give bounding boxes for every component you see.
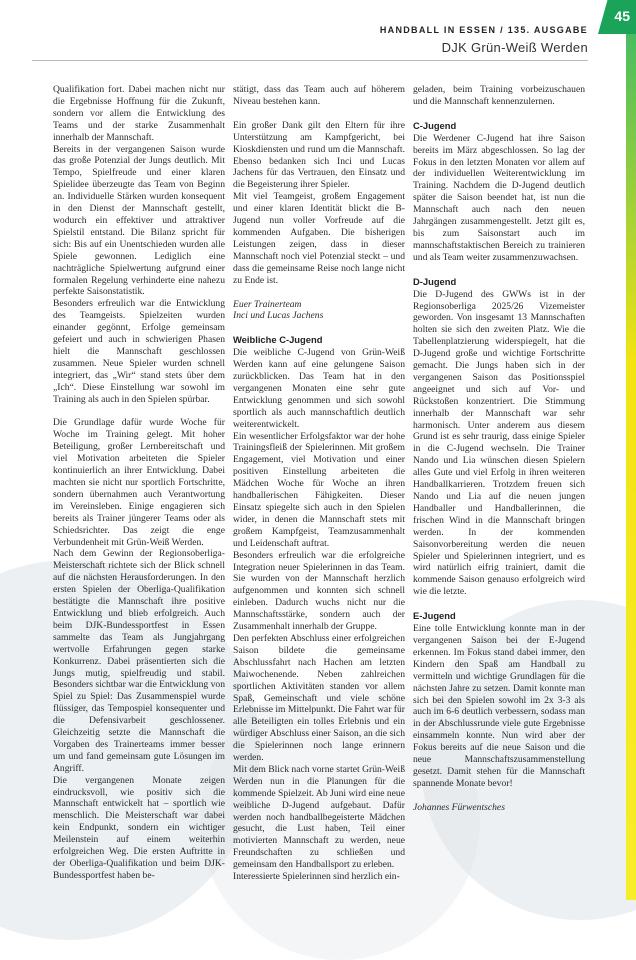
paragraph: Ein großer Dank gilt den Eltern für ihre Unterstützung am Kampfgericht, bei Kioskdiensten und rund um die Mannschaft. Ebenso bedanken sich Inci und Lucas Jachens für das Vertrauen, den Einsatz und die Begeisterung ihrer Spieler. [233, 119, 405, 191]
paragraph: stätigt, dass das Team auch auf höherem Niveau bestehen kann. [233, 84, 405, 107]
author-signature: Johannes Fürwentsches [413, 801, 505, 813]
signature-trainerteam: Euer Trainerteam [233, 298, 302, 310]
paragraph: Nach dem Gewinn der Regionsoberliga-Meisterschaft richtete sich der Blick schnell auf die nächsten Herausforderungen. In den ersten Spielen der Oberliga-Qualifikation bestätigte die Mannschaft ihre positive Entwicklung und blieb erfolgreich. Auch beim DJK-Bundessportfest in Essen sammelte das Team als Jungjahrgang wertvolle Erfahrungen gegen starke Konkurrenz. Dabei präsentierten sich die Jungs mutig, spielfreudig und stabil. Besonders sichtbar war die Entwicklung von Spiel zu Spiel: Das Zusammenspiel wurde flüssiger, das Tempospiel konsequenter und die Defensivarbeit geschlossener. Gleichzeitig setzte die Mannschaft die Vorgaben des Trainerteams immer besser um und fand gemeinsam gute Lösungen im Angriff. [53, 548, 225, 774]
header-rule [32, 60, 588, 61]
paragraph: Ein wesentlicher Erfolgsfaktor war der hohe Trainingsfleiß der Spielerinnen. Mit großem Engagement, viel Motivation und einer positiven Einstellung arbeiteten die Mädchen Woche für Woche an ihren handballerischen Fähigkeiten. Dieser Einsatz spiegelte sich auch in den Spielen wider, in denen die Mannschaft stets mit großem Kampfgeist, Teamzusammenhalt und Leidenschaft auftrat. [233, 430, 405, 549]
heading-weibliche-c-jugend: Weibliche C-Jugend [233, 334, 323, 346]
signature-names: Inci und Lucas Jachens [233, 310, 324, 322]
paragraph: Mit dem Blick nach vorne startet Grün-Weiß Werden nun in die Planungen für die kommende Spielzeit. Ab Juni wird eine neue weibliche D-Jugend aufgebaut. Dafür werden noch handballbegeisterte Mädchen gesucht, die Lust haben, Teil einer motivierten Mannschaft zu werden, neue Freundschaften zu schließen und gemeinsam den Handballsport zu erleben. [233, 763, 405, 871]
heading-c-jugend: C-Jugend [413, 119, 457, 131]
paragraph: Die D-Jugend des GWWs ist in der Regionsoberliga 2025/26 Vizemeister geworden. Von insgesamt 13 Mannschaften holten sie sich den zweiten Platz. Wie die Tabellenplatzierung widerspiegelt, hat die D-Jugend große und wichtige Fortschritte gemacht. Die Jungs haben sich in der vergangenen Saison das Positionsspiel angeeignet und sich auf Vor- und Rückstoßen konzentriert. Die Stimmung innerhalb der Mannschaft war sehr harmonisch. Unter anderem aus diesem Grund ist es sehr traurig, dass einige Spieler in die C-Jugend wechseln. Die Trainer Nando und Lia wünschen diesen Spielern alles Gute und viel Erfolg in ihren weiteren Handballkarrieren. Trotzdem freuen sich Nando und Lia auf die neuen jungen Handballer und Handballerinnen, die frischen Wind in die Mannschaft bringen werden. In der kommenden Saisonvorbereitung werden die neuen Spieler und Spielerinnen integriert, und es wird natürlich eifrig trainiert, damit die kommende Saison genauso erfolgreich wird wie die letzte. [413, 288, 585, 598]
paragraph: Besonders erfreulich war die erfolgreiche Integration neuer Spielerinnen in das Team. Sie wurden von der Mannschaft herzlich aufgenommen und konnten sich schnell einleben. Dadurch wuchs nicht nur die Mannschaftsstärke, sondern auch der Zusammenhalt innerhalb der Gruppe. [233, 549, 405, 633]
paragraph: Die weibliche C-Jugend von Grün-Weiß Werden kann auf eine gelungene Saison zurückblicken. Das Team hat in den vergangenen Monaten eine sehr gute Entwicklung genommen und sich sowohl sportlich als auch mannschaftlich deutlich weiterentwickelt. [233, 347, 405, 430]
paragraph: Besonders erfreulich war die Entwicklung des Teamgeists. Spielzeiten wurden einander gegönnt, Erfolge gemeinsam gefeiert und auch in schwierigen Phasen hielt die Mannschaft geschlossen zusammen. Neue Spieler wurden schnell integriert, das „Wir“ stand stets über dem „Ich“. Diese Einstellung war sowohl im Training als auch in den Spielen spürbar. [53, 298, 225, 405]
article-column-3 [413, 84, 585, 814]
heading-e-jugend: E-Jugend [413, 610, 456, 622]
page-number: 45 [614, 8, 630, 24]
paragraph: Qualifikation fort. Dabei machen nicht nur die Ergebnisse Hoffnung für die Zukunft, sondern vor allem die Entwicklung des Teams und der starke Zusammenhalt innerhalb der Mannschaft. [53, 84, 225, 143]
paragraph: Bereits in der vergangenen Saison wurde das große Potenzial der Jungs deutlich. Mit Tempo, Spielfreude und einer klaren Spielidee überzeugte das Team von Beginn an. Individuelle Stärken wurden konsequent in den Dienst der Mannschaft gestellt, wodurch ein effektiver und attraktiver Spielstil entstand. Die Bilanz spricht für sich: Bis auf ein Unentschieden wurden alle Spiele gewonnen. Lediglich eine nachträgliche Spielwertung aufgrund einer formalen Regelung verhinderte eine nahezu perfekte Saisonstatistik. [53, 143, 225, 298]
article-column-1 [53, 84, 225, 882]
article-column-2 [233, 84, 405, 883]
paragraph: Eine tolle Entwicklung konnte man in der vergangenen Saison bei der E-Jugend erkennen. Im Fokus stand dabei immer, den Kindern den Spaß am Handball zu vermitteln und wichtige Grundlagen für die nächsten Jahre zu setzen. Damit konnte man sich bei den Spielen sowohl im 2x 3-3 als auch im 6-6 deutlich verbessern, sodass man in der Abschlussrunde viele gute Ergebnisse einsammeln konnte. Nun wird aber der Fokus bereits auf die neue Saison und die neue Mannschaftszusammenstellung gesetzt. Damit stehen für die Mannschaft spannende Monate bevor! [413, 623, 585, 789]
section-title: DJK Grün-Weiß Werden [441, 40, 588, 55]
paragraph: Die Werdener C-Jugend hat ihre Saison bereits im März abgeschlossen. So lag der Fokus in den letzten Monaten vor allem auf der individuellen Weiterentwicklung im Training. Nachdem die D-Jugend deutlich später die Saison beendet hat, ist nun die Mannschaft auch nach den neuen Jahrgängen zusammengestellt. Jetzt gilt es, bis zum Saisonstart auch im mannschaftstaktischen Bereich zu trainieren und als Team weiter zusammenzuwachsen. [413, 132, 585, 263]
paragraph: Interessierte Spielerinnen sind herzlich ein- [233, 871, 400, 883]
accent-stripe [626, 0, 636, 900]
magazine-kicker: HANDBALL IN ESSEN / 135. AUSGABE [379, 25, 588, 35]
heading-d-jugend: D-Jugend [413, 275, 457, 287]
paragraph: geladen, beim Training vorbeizuschauen und die Mannschaft kennenzulernen. [413, 84, 585, 107]
paragraph: Die Grundlage dafür wurde Woche für Woche im Training gelegt. Mit hoher Beteiligung, großer Lernbereitschaft und viel Motivation arbeiteten die Spieler kontinuierlich an ihrer Entwicklung. Dabei machten sie nicht nur sportlich Fortschritte, sondern übernahmen auch Verantwortung im Vereinsleben. Einige engagieren sich bereits als Trainer jüngerer Teams oder als Schiedsrichter. Das zeigt die enge Verbundenheit mit Grün-Weiß Werden. [53, 417, 225, 548]
paragraph: Mit viel Teamgeist, großem Engagement und einer klaren Identität blickt die B-Jugend nun voller Vorfreude auf die kommenden Aufgaben. Die bisherigen Leistungen zeigen, dass in dieser Mannschaft noch viel Potenzial steckt – und dass die gemeinsame Reise noch lange nicht zu Ende ist. [233, 191, 405, 286]
paragraph: Die vergangenen Monate zeigen eindrucksvoll, wie positiv sich die Mannschaft entwickelt hat – sportlich wie menschlich. Die Meisterschaft war dabei kein Endpunkt, sondern ein wichtiger Meilenstein auf einem weiterhin erfolgreichen Weg. Die ersten Auftritte in der Oberliga-Qualifikation und beim DJK-Bundessportfest haben be- [53, 774, 225, 881]
paragraph: Den perfekten Abschluss einer erfolgreichen Saison bildete die gemeinsame Abschlussfahrt nach Hachen am letzten Maiwochenende. Neben zahlreichen sportlichen Aktivitäten standen vor allem Spaß, Gemeinschaft und viele schöne Erlebnisse im Mittelpunkt. Die Fahrt war für alle Beteiligten ein tolles Erlebnis und ein würdiger Abschluss einer Saison, an die sich die Spielerinnen noch lange erinnern werden. [233, 632, 405, 764]
